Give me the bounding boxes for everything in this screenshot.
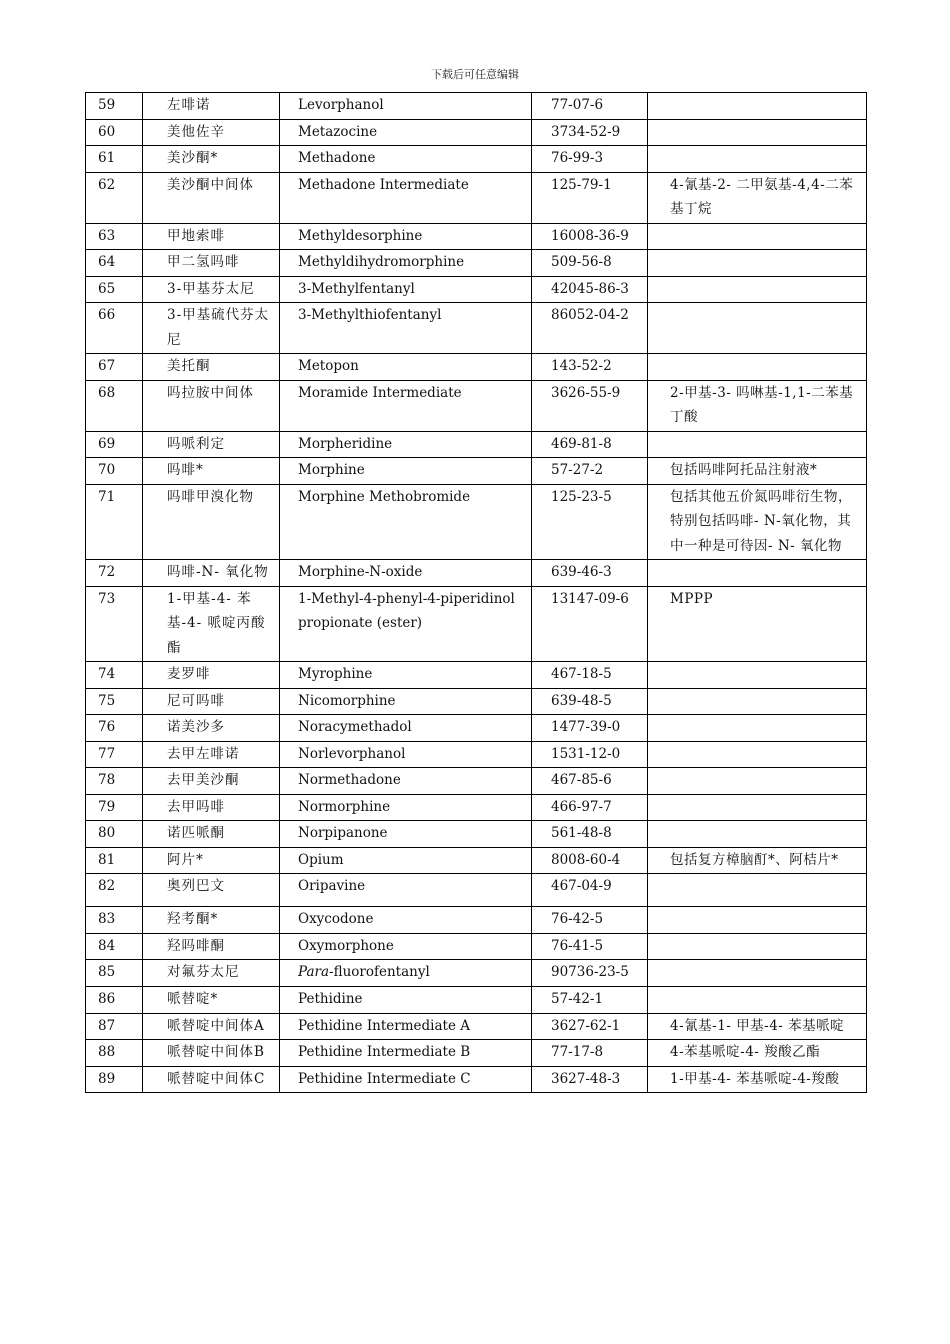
english-name: Pethidine Intermediate B [280,1040,532,1067]
cas-number: 3626-55-9 [532,380,648,431]
table-row [86,303,867,354]
english-name: Opium [280,847,532,874]
chinese-name: 奥列巴文 [143,874,280,907]
chinese-name: 美他佐辛 [143,119,280,146]
table-row [86,146,867,173]
cas-number: 77-07-6 [532,93,648,120]
english-name: Pethidine [280,987,532,1014]
cas-number: 469-81-8 [532,431,648,458]
remark [648,715,867,742]
english-name: 1-Methyl-4-phenyl-4-piperidinol propionate (ester) [280,586,532,662]
row-number: 62 [86,172,143,223]
english-name: Normethadone [280,768,532,795]
cas-number: 57-42-1 [532,987,648,1014]
table-row [86,907,867,934]
chinese-name: 1-甲基-4- 苯基-4- 哌啶丙酸酯 [143,586,280,662]
row-number: 82 [86,874,143,907]
chinese-name: 吗拉胺中间体 [143,380,280,431]
chinese-name: 对氟芬太尼 [143,960,280,987]
english-name: Morpheridine [280,431,532,458]
row-number: 71 [86,484,143,560]
cas-number: 8008-60-4 [532,847,648,874]
chinese-name: 去甲吗啡 [143,794,280,821]
table-row [86,560,867,587]
table-row [86,431,867,458]
cas-number: 3627-48-3 [532,1066,648,1093]
chinese-name: 左啡诺 [143,93,280,120]
row-number: 87 [86,1013,143,1040]
cas-number: 467-18-5 [532,662,648,689]
table-row [86,768,867,795]
remark: 4-氰基-1- 甲基-4- 苯基哌啶 [648,1013,867,1040]
english-name-rest: -fluorofentanyl [329,964,430,980]
remark [648,768,867,795]
table-row [86,821,867,848]
row-number: 61 [86,146,143,173]
table-row [86,1040,867,1067]
page-header: 下载后可任意编辑 [431,68,519,81]
row-number: 78 [86,768,143,795]
english-name: Normorphine [280,794,532,821]
remark: 包括其他五价氮吗啡衍生物，特别包括吗啡- N-氧化物，其中一种是可待因- N- 氧化物 [648,484,867,560]
table-row [86,172,867,223]
row-number: 86 [86,987,143,1014]
cas-number: 467-85-6 [532,768,648,795]
table-row [86,662,867,689]
chinese-name: 哌替啶* [143,987,280,1014]
cas-number: 3734-52-9 [532,119,648,146]
chinese-name: 诺匹哌酮 [143,821,280,848]
remark [648,250,867,277]
remark: 1-甲基-4- 苯基哌啶-4-羧酸 [648,1066,867,1093]
cas-number: 561-48-8 [532,821,648,848]
row-number: 67 [86,354,143,381]
chinese-name: 羟考酮* [143,907,280,934]
chinese-name: 吗啡* [143,458,280,485]
substance-table [85,92,867,1093]
chinese-name: 尼可吗啡 [143,688,280,715]
remark [648,223,867,250]
cas-number: 467-04-9 [532,874,648,907]
remark [648,960,867,987]
remark [648,821,867,848]
english-name: Morphine Methobromide [280,484,532,560]
remark [648,741,867,768]
english-name: Methadone [280,146,532,173]
chinese-name: 去甲美沙酮 [143,768,280,795]
remark [648,119,867,146]
english-name: Morphine-N-oxide [280,560,532,587]
english-name: Pethidine Intermediate A [280,1013,532,1040]
table-row [86,741,867,768]
english-name: Oxymorphone [280,933,532,960]
english-name [280,960,532,987]
row-number: 74 [86,662,143,689]
remark [648,560,867,587]
table-row [86,715,867,742]
row-number: 70 [86,458,143,485]
table-row [86,119,867,146]
row-number: 81 [86,847,143,874]
remark: 2-甲基-3- 吗啉基-1,1-二苯基丁酸 [648,380,867,431]
cas-number: 125-79-1 [532,172,648,223]
row-number: 65 [86,276,143,303]
cas-number: 509-56-8 [532,250,648,277]
english-name: Norlevorphanol [280,741,532,768]
row-number: 72 [86,560,143,587]
table-row [86,586,867,662]
row-number: 85 [86,960,143,987]
cas-number: 466-97-7 [532,794,648,821]
remark [648,431,867,458]
remark [648,276,867,303]
row-number: 76 [86,715,143,742]
chinese-name: 诺美沙多 [143,715,280,742]
remark: 包括吗啡阿托品注射液* [648,458,867,485]
chinese-name: 3-甲基硫代芬太尼 [143,303,280,354]
row-number: 75 [86,688,143,715]
row-number: 88 [86,1040,143,1067]
remark: MPPP [648,586,867,662]
remark [648,146,867,173]
english-name: Methyldesorphine [280,223,532,250]
table-row [86,380,867,431]
table-row [86,223,867,250]
cas-number: 76-41-5 [532,933,648,960]
remark [648,354,867,381]
english-name: Oripavine [280,874,532,907]
table-row [86,688,867,715]
cas-number: 125-23-5 [532,484,648,560]
row-number: 68 [86,380,143,431]
remark [648,662,867,689]
chinese-name: 3-甲基芬太尼 [143,276,280,303]
remark [648,303,867,354]
cas-number: 86052-04-2 [532,303,648,354]
cas-number: 76-99-3 [532,146,648,173]
cas-number: 90736-23-5 [532,960,648,987]
table-row [86,1066,867,1093]
cas-number: 3627-62-1 [532,1013,648,1040]
table-row [86,933,867,960]
chinese-name: 哌替啶中间体A [143,1013,280,1040]
table-row [86,960,867,987]
remark: 包括复方樟脑酊*、阿桔片* [648,847,867,874]
cas-number: 639-48-5 [532,688,648,715]
english-name: Levorphanol [280,93,532,120]
table-row [86,987,867,1014]
chinese-name: 美沙酮中间体 [143,172,280,223]
english-name: Methadone Intermediate [280,172,532,223]
english-name: Pethidine Intermediate C [280,1066,532,1093]
row-number: 66 [86,303,143,354]
remark [648,987,867,1014]
chinese-name: 吗啡甲溴化物 [143,484,280,560]
chinese-name: 吗啡-N- 氧化物 [143,560,280,587]
table-row [86,354,867,381]
chinese-name: 吗哌利定 [143,431,280,458]
remark [648,93,867,120]
cas-number: 77-17-8 [532,1040,648,1067]
english-name: Morphine [280,458,532,485]
row-number: 73 [86,586,143,662]
row-number: 59 [86,93,143,120]
row-number: 80 [86,821,143,848]
table-row [86,484,867,560]
cas-number: 13147-09-6 [532,586,648,662]
table-row [86,93,867,120]
row-number: 79 [86,794,143,821]
cas-number: 57-27-2 [532,458,648,485]
english-name: 3-Methylthiofentanyl [280,303,532,354]
table-row [86,458,867,485]
english-name: Moramide Intermediate [280,380,532,431]
row-number: 84 [86,933,143,960]
remark [648,794,867,821]
english-name: Nicomorphine [280,688,532,715]
cas-number: 639-46-3 [532,560,648,587]
row-number: 64 [86,250,143,277]
remark [648,874,867,907]
english-name: Oxycodone [280,907,532,934]
table-row [86,1013,867,1040]
row-number: 69 [86,431,143,458]
row-number: 60 [86,119,143,146]
remark [648,688,867,715]
row-number: 89 [86,1066,143,1093]
row-number: 77 [86,741,143,768]
english-name: Norpipanone [280,821,532,848]
english-name: Myrophine [280,662,532,689]
table-row [86,874,867,907]
english-name: Noracymethadol [280,715,532,742]
chinese-name: 羟吗啡酮 [143,933,280,960]
cas-number: 1477-39-0 [532,715,648,742]
remark: 4-苯基哌啶-4- 羧酸乙酯 [648,1040,867,1067]
chinese-name: 甲地索啡 [143,223,280,250]
table-row [86,276,867,303]
remark: 4-氰基-2- 二甲氨基-4,4-二苯基丁烷 [648,172,867,223]
cas-number: 1531-12-0 [532,741,648,768]
english-name-italic: Para [298,964,330,980]
chinese-name: 去甲左啡诺 [143,741,280,768]
chinese-name: 美沙酮* [143,146,280,173]
english-name: Metopon [280,354,532,381]
table-row [86,794,867,821]
cas-number: 143-52-2 [532,354,648,381]
remark [648,907,867,934]
table-row [86,250,867,277]
chinese-name: 哌替啶中间体B [143,1040,280,1067]
english-name: 3-Methylfentanyl [280,276,532,303]
english-name: Methyldihydromorphine [280,250,532,277]
row-number: 83 [86,907,143,934]
english-name: Metazocine [280,119,532,146]
cas-number: 16008-36-9 [532,223,648,250]
row-number: 63 [86,223,143,250]
cas-number: 76-42-5 [532,907,648,934]
chinese-name: 阿片* [143,847,280,874]
table-row [86,847,867,874]
cas-number: 42045-86-3 [532,276,648,303]
chinese-name: 甲二氢吗啡 [143,250,280,277]
chinese-name: 美托酮 [143,354,280,381]
chinese-name: 哌替啶中间体C [143,1066,280,1093]
remark [648,933,867,960]
chinese-name: 麦罗啡 [143,662,280,689]
